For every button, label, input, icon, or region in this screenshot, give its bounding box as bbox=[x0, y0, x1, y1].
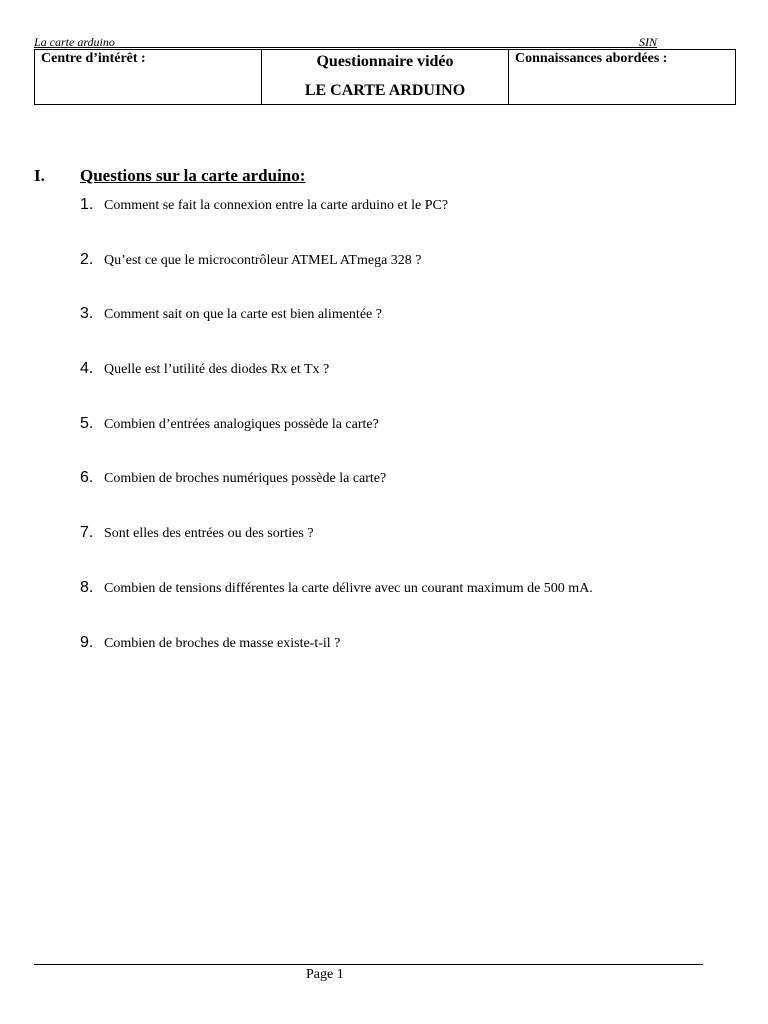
title-cell bbox=[262, 50, 509, 104]
question-item bbox=[80, 523, 720, 578]
question-item bbox=[80, 359, 720, 414]
question-text: Combien de tensions différentes la carte délivre avec un courant maximum de 500 mA. bbox=[104, 580, 593, 596]
question-number: 6. bbox=[80, 469, 94, 487]
question-text: Comment sait on que la carte est bien alimentée ? bbox=[104, 307, 382, 323]
question-number: 9. bbox=[80, 633, 94, 651]
question-number: 8. bbox=[80, 578, 94, 596]
page-number: Page 1 bbox=[306, 967, 344, 982]
connaissances-cell bbox=[509, 50, 735, 104]
title-table bbox=[34, 49, 736, 105]
question-number: 3. bbox=[80, 305, 94, 323]
questionnaire-title: Questionnaire vidéo bbox=[316, 53, 454, 70]
header-divider bbox=[34, 47, 657, 48]
question-text: Combien d’entrées analogiques possède la carte? bbox=[104, 416, 379, 432]
question-number: 4. bbox=[80, 360, 94, 378]
header-document-title: La carte arduino bbox=[34, 35, 115, 49]
question-text: Quelle est l’utilité des diodes Rx et Tx ? bbox=[104, 362, 330, 378]
question-number: 7. bbox=[80, 524, 94, 542]
question-item bbox=[80, 304, 720, 359]
centre-interet-cell bbox=[35, 50, 262, 104]
question-text: Combien de broches de masse existe-t-il ? bbox=[104, 635, 341, 651]
question-item bbox=[80, 250, 720, 305]
question-number: 2. bbox=[80, 250, 94, 268]
centre-interet-label: Centre d’intérêt : bbox=[41, 51, 146, 66]
footer-divider bbox=[34, 964, 703, 965]
question-number: 5. bbox=[80, 414, 94, 432]
section-title: Questions sur la carte arduino: bbox=[80, 166, 306, 185]
question-item bbox=[80, 414, 720, 469]
question-text: Qu’est ce que le microcontrôleur ATMEL ATmega 328 ? bbox=[104, 252, 422, 268]
question-item bbox=[80, 468, 720, 523]
question-text: Sont elles des entrées ou des sorties ? bbox=[104, 526, 314, 542]
section-number: I. bbox=[34, 166, 45, 185]
document-subject-title: LE CARTE ARDUINO bbox=[304, 82, 466, 99]
question-text: Combien de broches numériques possède la carte? bbox=[104, 471, 387, 487]
question-item bbox=[80, 633, 720, 688]
connaissances-label: Connaissances abordées : bbox=[515, 51, 668, 66]
header-subject: SIN bbox=[639, 35, 657, 49]
question-item bbox=[80, 195, 720, 250]
question-number: 1. bbox=[80, 196, 94, 213]
question-item bbox=[80, 578, 720, 633]
question-text: Comment se fait la connexion entre la carte arduino et le PC? bbox=[104, 198, 449, 213]
question-list bbox=[80, 195, 720, 687]
